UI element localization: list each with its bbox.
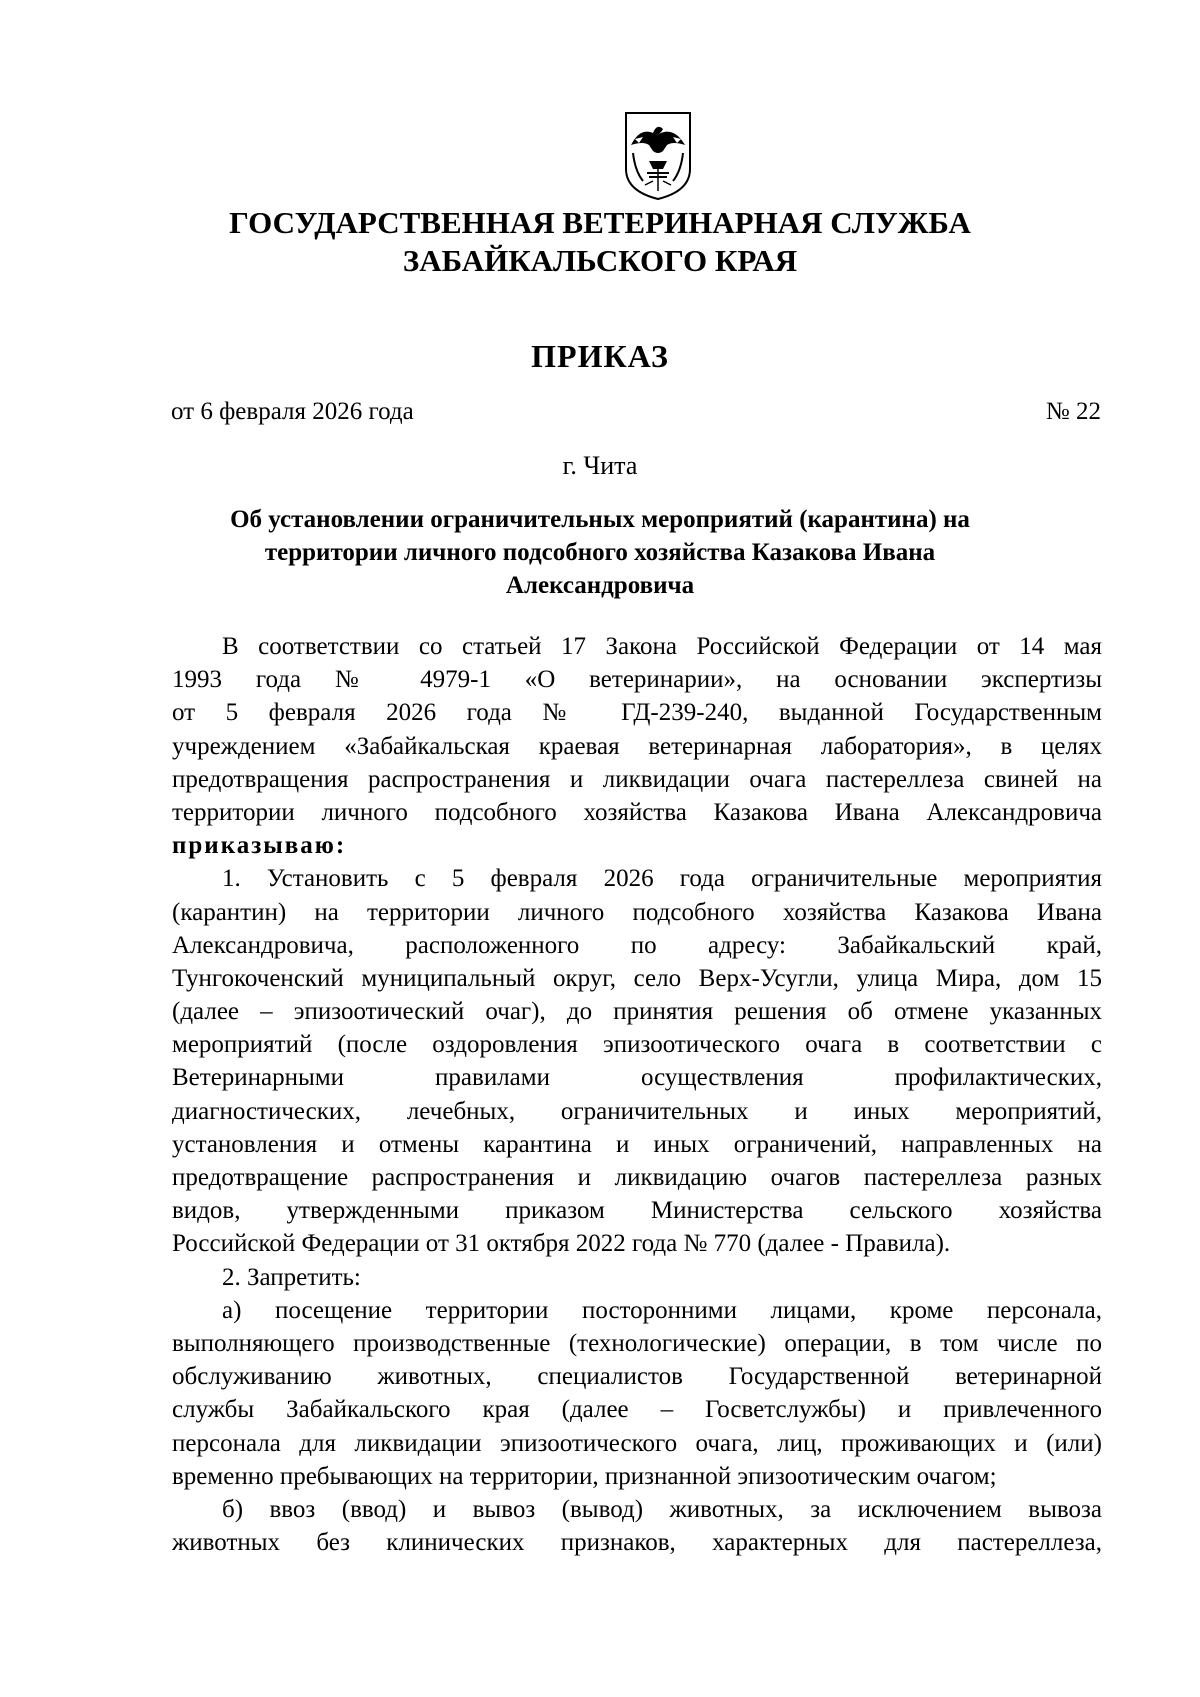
preamble-line: учреждением «Забайкальская краевая ветеринарная лаборатория», в целях xyxy=(172,732,1102,760)
item2a-line: а) посещение территории посторонними лицами, кроме персонала, xyxy=(222,1296,1102,1324)
item1-line: Российской Федерации от 31 октября 2022 года № 770 (далее - Правила). xyxy=(172,1230,951,1258)
subject-line: территории личного подсобного хозяйства Казакова Ивана xyxy=(264,539,936,566)
agency-name-line1: ГОСУДАРСТВЕННАЯ ВЕТЕРИНАРНАЯ СЛУЖБА xyxy=(229,205,971,240)
item1-line: установления и отмены карантина и иных ограничений, направленных на xyxy=(172,1130,1102,1158)
preamble-line: предотвращения распространения и ликвидации очага пастереллеза свиней на xyxy=(172,765,1102,793)
agency-name xyxy=(0,204,1200,280)
item1-line: мероприятий (после оздоровления эпизоотического очага в соответствии с xyxy=(172,1031,1102,1059)
item1-line: (карантин) на территории личного подсобного хозяйства Казакова Ивана xyxy=(172,898,1102,926)
item1-line: Ветеринарными правилами осуществления профилактических, xyxy=(172,1064,1102,1092)
item1-line: предотвращение распространения и ликвидацию очагов пастереллеза разных xyxy=(172,1164,1102,1191)
item1-line: Тунгокоченский муниципальный округ, село Верх-Усугли, улица Мира, дом 15 xyxy=(172,964,1102,992)
item2a-line: персонала для ликвидации эпизоотического очага, лиц, проживающих и (или) xyxy=(172,1429,1102,1457)
item1-line: видов, утвержденными приказом Министерства сельского хозяйства xyxy=(172,1197,1102,1225)
document-date: от 6 февраля 2026 года xyxy=(171,398,414,425)
decree-line xyxy=(172,829,1102,862)
document-city: г. Чита xyxy=(562,451,638,480)
subject-line: Об установлении ограничительных мероприятий (карантина) на xyxy=(230,506,970,533)
subject-line: Александровича xyxy=(505,572,695,599)
item2b-line: животных без клинических признаков, характерных для пастереллеза, xyxy=(172,1529,1102,1557)
item2-line: 2. Запретить: xyxy=(222,1263,361,1291)
item1-line: (далее – эпизоотический очаг), до принятия решения об отмене указанных xyxy=(172,998,1102,1026)
item1-line: Александровича, расположенного по адресу: Забайкальский край, xyxy=(172,931,1102,959)
item2a-line: обслуживанию животных, специалистов Государственной ветеринарной xyxy=(172,1363,1102,1391)
document-type-title: ПРИКАЗ xyxy=(531,338,669,374)
preamble-line: В соответствии со статьей 17 Закона Российской Федерации от 14 мая xyxy=(222,633,1102,660)
document-body xyxy=(172,630,1102,1559)
regional-coat-of-arms-icon xyxy=(623,111,693,201)
preamble-line: 1993 года № 4979-1 «О ветеринарии», на основании экспертизы xyxy=(172,666,1102,694)
item1-line: диагностических, лечебных, ограничительных и иных мероприятий, xyxy=(172,1097,1102,1125)
decree-word: приказываю: xyxy=(172,832,347,860)
preamble-line: от 5 февраля 2026 года № ГД-239-240, выданной Государственным xyxy=(172,699,1102,727)
agency-name-line2: ЗАБАЙКАЛЬСКОГО КРАЯ xyxy=(402,243,798,278)
document-number: № 22 xyxy=(1045,398,1101,425)
item2b-line: б) ввоз (ввод) и вывоз (вывод) животных, за исключением вывоза xyxy=(222,1495,1102,1523)
item2a-line: выполняющего производственные (технологические) операции, в том числе по xyxy=(172,1329,1102,1357)
item2a-line: временно пребывающих на территории, признанной эпизоотическим очагом; xyxy=(172,1462,997,1490)
document-subject xyxy=(0,503,1200,602)
preamble-line: территории личного подсобного хозяйства Казакова Ивана Александровича xyxy=(172,798,1102,826)
item1-line: 1. Установить с 5 февраля 2026 года ограничительные мероприятия xyxy=(222,865,1102,893)
item2a-line: службы Забайкальского края (далее – Госветслужбы) и привлеченного xyxy=(172,1396,1102,1424)
